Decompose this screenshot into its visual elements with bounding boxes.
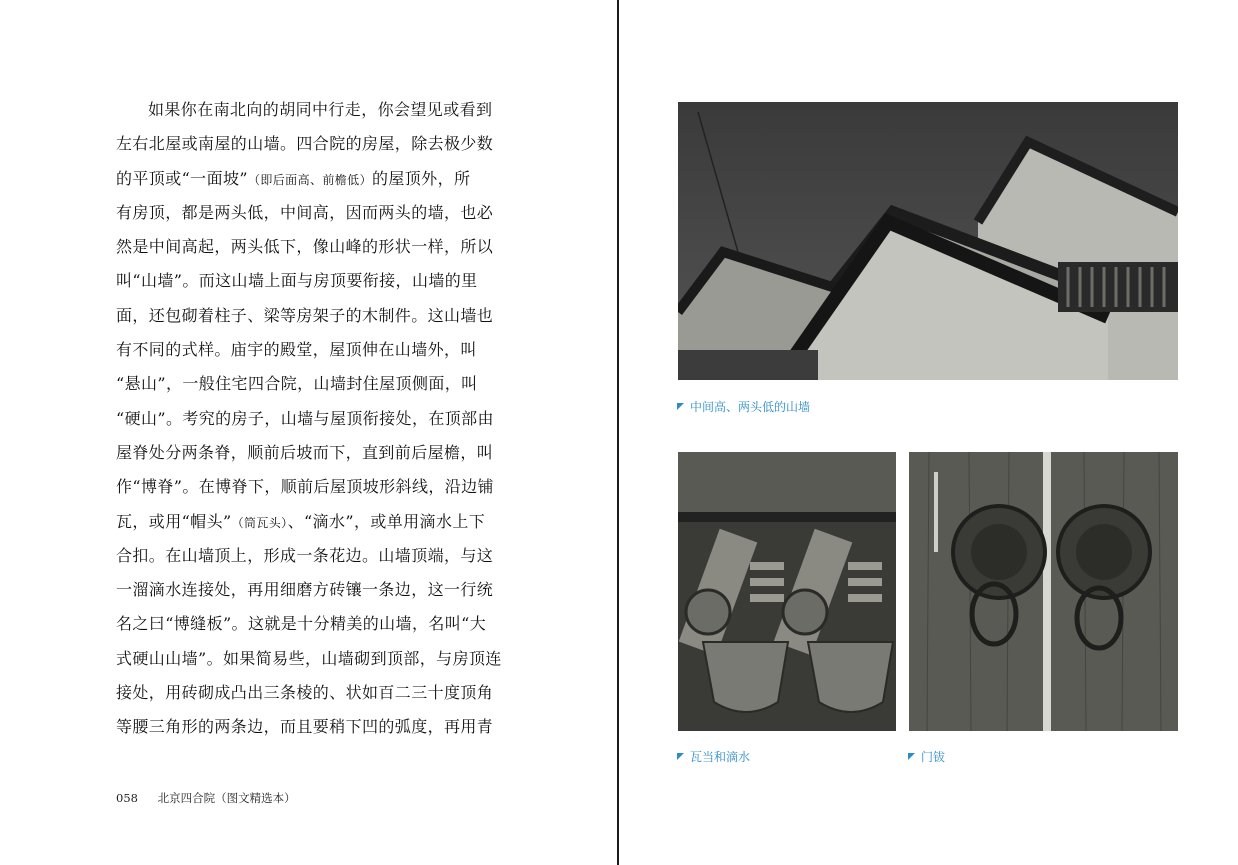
body-segment: 瓦，或用“帽头” — [116, 511, 232, 531]
door-knocker-photo — [909, 452, 1178, 731]
body-line: “悬山”，一般住宅四合院，山墙封住屋顶侧面，叫 — [116, 374, 478, 394]
gable-wall-photo — [678, 102, 1178, 380]
caption-bottom-left — [677, 748, 750, 765]
body-segment: 的平顶或“一面坡” — [116, 168, 248, 188]
body-line: 作“博脊”。在博脊下，顺前后屋顶坡形斜线，沿边铺 — [116, 477, 494, 497]
caption-marker-icon — [677, 403, 684, 410]
caption-bottom-right-text: 门钹 — [921, 750, 946, 764]
body-line — [116, 162, 506, 196]
page-number: 058 — [116, 791, 138, 805]
page-footer — [116, 790, 296, 806]
left-page — [0, 0, 617, 865]
body-line: 面，还包砌着柱子、梁等房架子的木制件。这山墙也 — [116, 305, 494, 325]
right-page — [619, 0, 1238, 865]
body-text — [116, 93, 506, 745]
caption-bottom-right — [908, 748, 945, 765]
tile-ends-photo — [678, 452, 896, 731]
body-line: 等腰三角形的两条边，而且要稍下凹的弧度，再用青 — [116, 717, 494, 737]
body-line: 如果你在南北向的胡同中行走，你会望见或看到 — [148, 100, 493, 119]
body-line: 式硬山山墙”。如果简易些，山墙砌到顶部，与房顶连 — [116, 648, 502, 668]
body-line: 有不同的式样。庙宇的殿堂，屋顶伸在山墙外，叫 — [116, 340, 477, 360]
body-line: “硬山”。考究的房子，山墙与屋顶衔接处，在顶部由 — [116, 408, 494, 428]
body-line — [116, 505, 506, 539]
inline-note: （即后面高、前檐低） — [247, 172, 372, 187]
caption-bottom-left-text: 瓦当和滴水 — [690, 750, 751, 764]
book-title: 北京四合院（图文精选本） — [157, 791, 296, 805]
body-line: 有房顶，都是两头低，中间高，因而两头的墙，也必 — [116, 202, 494, 222]
caption-marker-icon — [677, 753, 684, 760]
caption-top — [677, 398, 810, 415]
body-line: 名之曰“博缝板”。这就是十分精美的山墙，名叫“大 — [116, 614, 487, 634]
body-line: 接处，用砖砌成凸出三条棱的、状如百二三十度顶角 — [116, 683, 494, 703]
body-line: 合扣。在山墙顶上，形成一条花边。山墙顶端，与这 — [116, 545, 494, 565]
body-line: 然是中间高起，两头低下，像山峰的形状一样，所以 — [116, 237, 494, 257]
body-segment: 的屋顶外，所 — [371, 168, 471, 188]
body-line: 屋脊处分两条脊，顺前后坡而下，直到前后屋檐，叫 — [116, 442, 494, 462]
body-line: 左右北屋或南屋的山墙。四合院的房屋，除去极少数 — [116, 134, 494, 154]
caption-marker-icon — [908, 753, 915, 760]
body-line: 一溜滴水连接处，再用细磨方砖镶一条边，这一行统 — [116, 580, 494, 600]
inline-note: （筒瓦头） — [231, 515, 288, 530]
body-line: 叫“山墙”。而这山墙上面与房顶要衔接，山墙的里 — [116, 271, 478, 291]
caption-top-text: 中间高、两头低的山墙 — [690, 400, 811, 414]
body-segment: 、“滴水”，或单用滴水上下 — [287, 511, 486, 531]
